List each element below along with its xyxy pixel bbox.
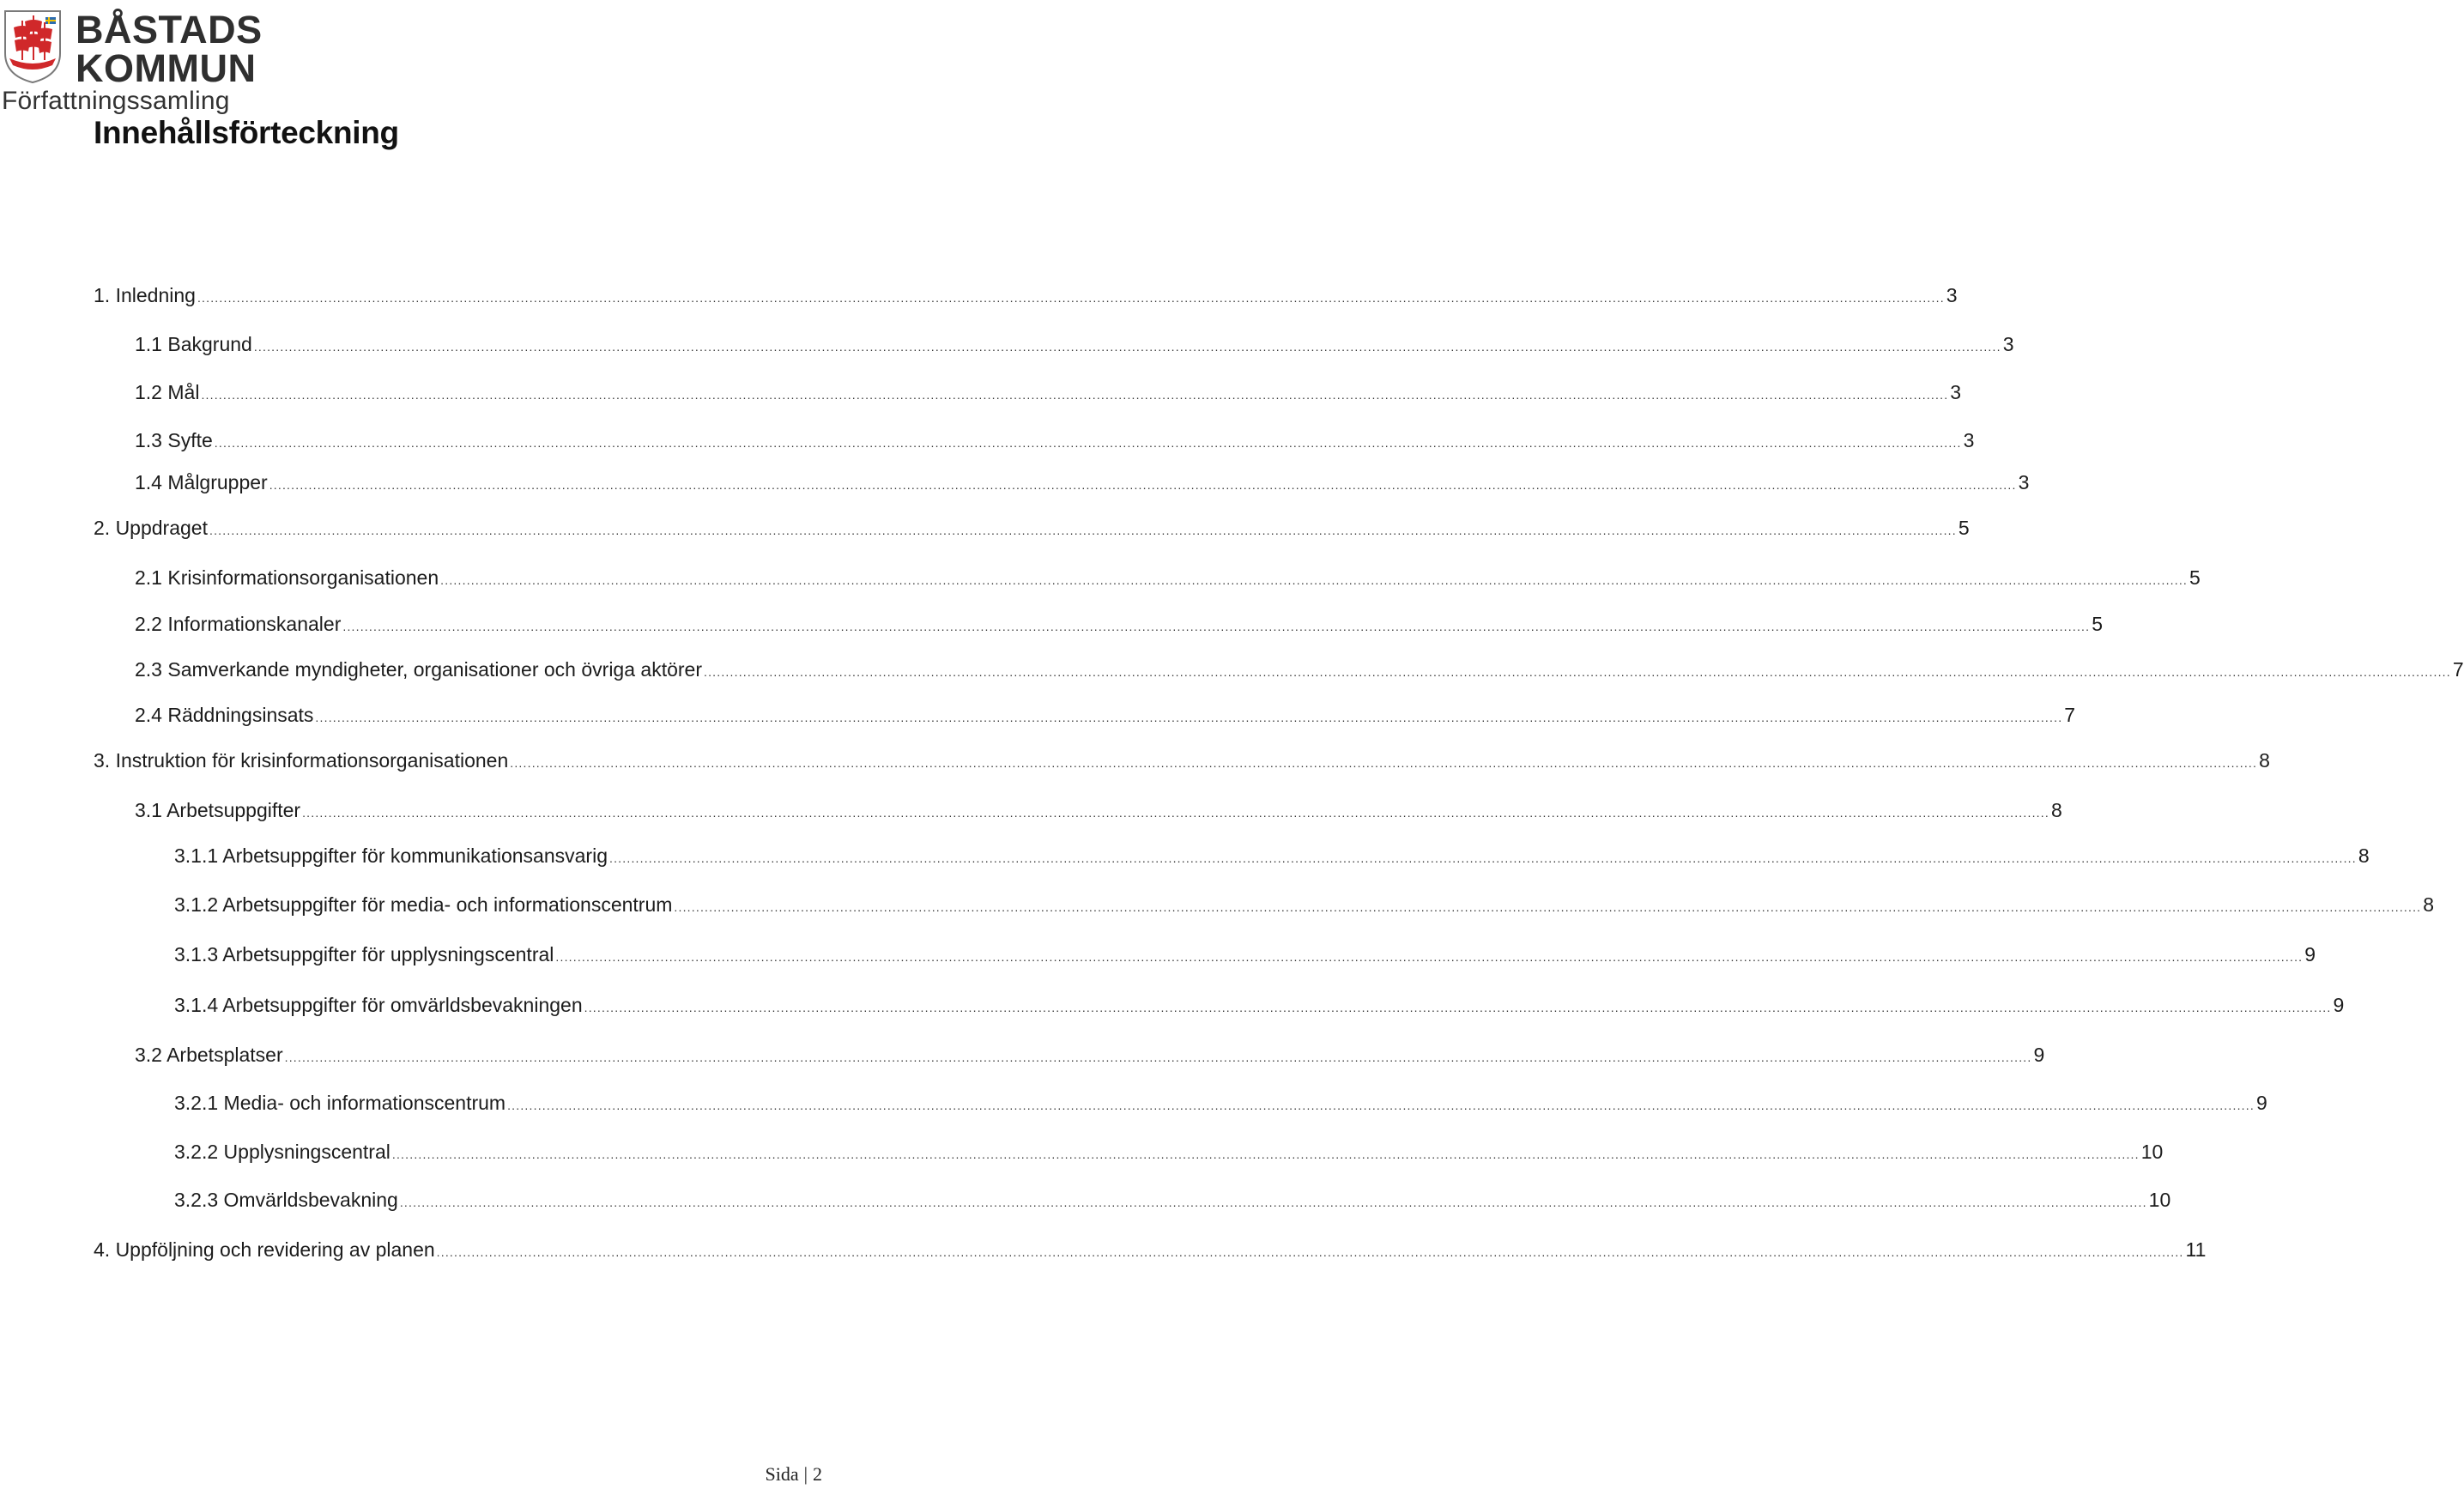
toc-entry[interactable] (174, 941, 2316, 970)
toc-entry-label: 3.2.2 Upplysningscentral (174, 1141, 390, 1163)
toc-leader-dots: ................................................................................................................................................................................................................................................................................................................................................................................................................ (399, 1195, 2147, 1209)
toc-entry[interactable] (135, 1042, 2045, 1070)
toc-entry-page: 9 (2033, 1044, 2045, 1066)
toc-entry[interactable] (174, 992, 2345, 1020)
toc-entry-page: 9 (2255, 1092, 2267, 1114)
toc-entry[interactable] (135, 469, 2030, 498)
toc-leader-dots: ................................................................................................................................................................................................................................................................................................................................................................................................................ (197, 291, 1945, 305)
toc-entry[interactable] (174, 843, 2370, 871)
toc-entry[interactable] (174, 1139, 2164, 1167)
toc-leader-dots: ................................................................................................................................................................................................................................................................................................................................................................................................................ (302, 806, 2049, 820)
toc-entry-label: 2.3 Samverkande myndigheter, organisationer och övriga aktörer (135, 658, 702, 681)
toc-entry-page: 7 (2064, 704, 2076, 726)
toc-entry-page: 3 (1963, 429, 1975, 451)
brand-name-line1: BÅSTADS (76, 8, 263, 51)
toc-entry[interactable] (94, 282, 1958, 311)
toc-entry-label: 3. Instruktion för krisinformationsorganisationen (94, 749, 509, 772)
toc-entry-page: 11 (2185, 1238, 2207, 1261)
toc-leader-dots: ................................................................................................................................................................................................................................................................................................................................................................................................................ (584, 1001, 2332, 1014)
toc-entry-page: 10 (2140, 1141, 2164, 1163)
toc-leader-dots: ................................................................................................................................................................................................................................................................................................................................................................................................................ (214, 436, 1962, 450)
toc-entry[interactable] (94, 515, 1970, 543)
toc-entry-label: 2.4 Räddningsinsats (135, 704, 314, 726)
toc-entry-label: 3.1.3 Arbetsuppgifter för upplysningscentral (174, 943, 554, 965)
toc-entry-label: 1.1 Bakgrund (135, 333, 252, 355)
toc-entry-label: 1. Inledning (94, 284, 196, 306)
toc-entry-label: 3.1.2 Arbetsuppgifter för media- och informationscentrum (174, 893, 673, 916)
toc-entry-page: 3 (2002, 333, 2014, 355)
toc-entry-page: 5 (1958, 517, 1970, 539)
toc-leader-dots: ................................................................................................................................................................................................................................................................................................................................................................................................................ (269, 478, 2017, 492)
toc-entry-label: 4. Uppföljning och revidering av planen (94, 1238, 435, 1261)
toc-leader-dots: ................................................................................................................................................................................................................................................................................................................................................................................................................ (609, 851, 2357, 865)
toc-entry-page: 10 (2148, 1189, 2171, 1211)
page-footer (765, 1463, 822, 1486)
toc-leader-dots: ................................................................................................................................................................................................................................................................................................................................................................................................................ (555, 950, 2304, 964)
toc-entry-page: 5 (2092, 613, 2104, 635)
toc-entry-page: 3 (1946, 284, 1958, 306)
toc-entry[interactable] (174, 1090, 2267, 1118)
toc-entry-page: 8 (2358, 844, 2370, 867)
toc-entry-page: 8 (2423, 893, 2435, 916)
footer-separator: | (803, 1463, 808, 1485)
toc-entry[interactable] (135, 565, 2201, 593)
toc-entry-label: 3.2.3 Omvärldsbevakning (174, 1189, 398, 1211)
toc-entry[interactable] (135, 331, 2014, 360)
toc-leader-dots: ................................................................................................................................................................................................................................................................................................................................................................................................................ (703, 665, 2451, 679)
toc-entry-page: 9 (2304, 943, 2316, 965)
toc-leader-dots: ................................................................................................................................................................................................................................................................................................................................................................................................................ (201, 388, 1949, 402)
toc-leader-dots: ................................................................................................................................................................................................................................................................................................................................................................................................................ (253, 340, 2001, 354)
toc-leader-dots: ................................................................................................................................................................................................................................................................................................................................................................................................................ (440, 573, 2189, 587)
toc-entry[interactable] (135, 611, 2104, 639)
toc-entry-label: 1.4 Målgrupper (135, 471, 268, 493)
toc-entry-label: 2. Uppdraget (94, 517, 208, 539)
brand-name-line2: KOMMUN (76, 46, 257, 90)
footer-page-number: 2 (813, 1463, 822, 1485)
toc-leader-dots: ................................................................................................................................................................................................................................................................................................................................................................................................................ (436, 1245, 2184, 1259)
toc-entry-page: 8 (2050, 799, 2062, 821)
toc-leader-dots: ................................................................................................................................................................................................................................................................................................................................................................................................................ (315, 711, 2063, 724)
toc-entry[interactable] (174, 1187, 2171, 1215)
toc-leader-dots: ................................................................................................................................................................................................................................................................................................................................................................................................................ (391, 1147, 2140, 1161)
toc-entry-page: 7 (2452, 658, 2464, 681)
toc-entry-label: 2.2 Informationskanaler (135, 613, 342, 635)
toc-leader-dots: ................................................................................................................................................................................................................................................................................................................................................................................................................ (674, 900, 2422, 914)
toc-entry-label: 1.2 Mål (135, 381, 200, 403)
toc-entry-label: 1.3 Syfte (135, 429, 213, 451)
toc-leader-dots: ................................................................................................................................................................................................................................................................................................................................................................................................................ (507, 1099, 2255, 1112)
toc-leader-dots: ................................................................................................................................................................................................................................................................................................................................................................................................................ (284, 1050, 2032, 1064)
toc-entry[interactable] (174, 892, 2435, 920)
toc-entry[interactable] (94, 1237, 2207, 1265)
toc-entry-page: 3 (1950, 381, 1962, 403)
toc-leader-dots: ................................................................................................................................................................................................................................................................................................................................................................................................................ (342, 620, 2091, 633)
toc-entry[interactable] (135, 702, 2076, 730)
page-title: Innehållsförteckning (94, 115, 399, 150)
toc-entry[interactable] (135, 379, 1962, 408)
footer-page-label: Sida (765, 1463, 799, 1485)
toc-entry-label: 2.1 Krisinformationsorganisationen (135, 566, 439, 589)
toc-entry-page: 5 (2189, 566, 2201, 589)
toc-entry-label: 3.1.4 Arbetsuppgifter för omvärldsbevakningen (174, 994, 583, 1016)
toc-entry-label: 3.1 Arbetsuppgifter (135, 799, 301, 821)
toc-entry-page: 9 (2333, 994, 2345, 1016)
toc-entry[interactable] (135, 427, 1975, 456)
toc-entry-page: 3 (2018, 471, 2030, 493)
toc-leader-dots: ................................................................................................................................................................................................................................................................................................................................................................................................................ (209, 524, 1957, 537)
toc-entry-label: 3.2 Arbetsplatser (135, 1044, 283, 1066)
toc-entry-page: 8 (2259, 749, 2270, 772)
toc-leader-dots: ................................................................................................................................................................................................................................................................................................................................................................................................................ (510, 756, 2258, 770)
toc-entry-label: 3.2.1 Media- och informationscentrum (174, 1092, 506, 1114)
toc-entry-label: 3.1.1 Arbetsuppgifter för kommunikationsansvarig (174, 844, 608, 867)
brand-subtitle: Författningssamling (2, 87, 230, 115)
toc-entry[interactable] (135, 797, 2062, 826)
toc-entry[interactable] (135, 657, 2464, 685)
toc-entry[interactable] (94, 748, 2270, 776)
